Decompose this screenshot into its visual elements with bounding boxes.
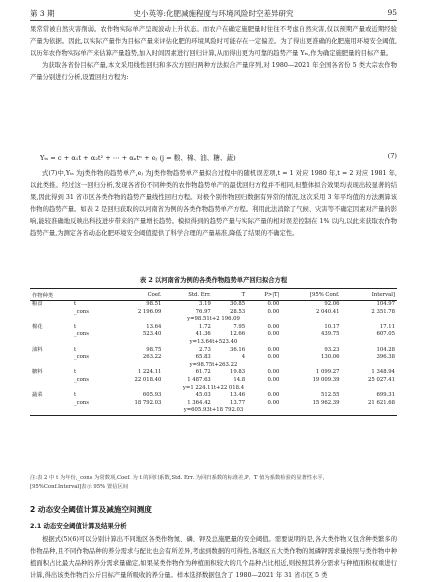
- table-row: [30, 392, 397, 400]
- equation-row: [30, 316, 397, 324]
- crop-label: 蔬菜: [32, 392, 43, 399]
- stderr-cell: 45.03: [195, 392, 211, 399]
- fitted-equation: y=98.51t+2 196.09: [187, 316, 240, 323]
- t-cell: 28.53: [229, 308, 246, 315]
- ci-high-cell: 104.97: [376, 301, 395, 307]
- column-header: 作物种类: [30, 289, 72, 301]
- column-header: Coef.: [108, 289, 163, 301]
- p-cell: 0.00: [267, 301, 280, 307]
- crop-label: 粮食: [32, 301, 43, 307]
- stderr-cell: 61.72: [195, 369, 211, 376]
- fitted-equation: y=1 224.11t+22 018.4: [182, 384, 245, 391]
- p-cell: 0.00: [267, 346, 280, 353]
- ci-high-cell: 607.05: [376, 331, 395, 338]
- equation-expression: Yₜₛ = c + α₁t + α₂t² + ⋯ + αₙtⁿ + eⱼ (j = 粮、棉、油、糖、蔬): [40, 154, 236, 162]
- column-header: [95% Conf.: [281, 289, 341, 301]
- note-line: [95%Conf.Interval]表示 95% 置信区间: [30, 483, 129, 490]
- coef-cell: 1 224.11: [137, 369, 162, 376]
- table-row: [30, 354, 397, 362]
- paragraph: 根据式(5)(6)可以分别计算出不同地区各类作物氮、磷、钾及总施肥量的安全阈值。需要说明的是,各大类作物又包含种类繁多的作物品种,且不同作物品种的养分需求与配比也会有所差异,考虑到数据的可得性,各地区五大类作物的氮磷钾需求量按照与类作物中种植面积占比最大品种的养分需求量确定,如果某类作物作为种植面积较大的几个品种占比相近,则按照其养分需求与种植面积权重进行计算,得出该类作物百公斤目标产量所吸收的养分量。样本选择数据包含了 1980—2021 年 31 省市区 5 类: [30, 536, 397, 579]
- stderr-cell: 1 364.42: [187, 399, 211, 406]
- variable-cell: _cons: [74, 331, 89, 338]
- column-header: [72, 289, 108, 301]
- column-header: T: [213, 289, 247, 301]
- p-cell: 0.00: [267, 376, 280, 383]
- subsection-heading: 2.1 动态安全阈值计算及结果分析: [30, 522, 127, 530]
- t-cell: 13.46: [229, 392, 246, 399]
- coef-cell: 98.51: [146, 301, 162, 307]
- variable-cell: t: [74, 346, 77, 353]
- equation-row: [30, 385, 397, 393]
- ci-high-cell: 17.11: [379, 323, 395, 330]
- variable-cell: _cons: [74, 354, 89, 361]
- equation-row: [30, 339, 397, 347]
- t-cell: 19.83: [229, 369, 246, 376]
- stderr-cell: 76.97: [195, 308, 211, 315]
- ci-low-cell: 19 009.39: [312, 376, 340, 383]
- coef-cell: 523.40: [142, 331, 162, 338]
- t-cell: 7.95: [233, 323, 246, 330]
- p-cell: 0.00: [267, 392, 280, 399]
- issue-label: 第 3 期: [30, 9, 55, 18]
- ci-low-cell: 92.06: [324, 301, 340, 307]
- table-row: [30, 301, 397, 309]
- t-cell: 12.66: [229, 331, 246, 338]
- intro-text: [30, 24, 397, 84]
- column-header: P>|T|: [247, 289, 281, 301]
- section-text: [30, 534, 397, 582]
- p-cell: 0.00: [267, 323, 280, 330]
- ci-low-cell: 10.17: [324, 323, 340, 330]
- stderr-cell: 3.19: [199, 301, 211, 307]
- stderr-cell: 1.72: [199, 323, 211, 330]
- coef-cell: 605.93: [142, 392, 162, 399]
- crop-label: 油料: [32, 346, 43, 353]
- variable-cell: _cons: [74, 376, 89, 383]
- fitted-equation: y=605.93t+18 792.03: [30, 407, 397, 415]
- t-cell: 4: [241, 354, 246, 361]
- stderr-cell: 2.73: [199, 346, 211, 353]
- ci-low-cell: 439.75: [320, 331, 340, 338]
- equation-row: [30, 407, 397, 415]
- ci-low-cell: 1 099.27: [315, 369, 340, 376]
- table-row: [30, 331, 397, 339]
- table-row: [30, 377, 397, 385]
- fitted-equation: y=13.64t+523.40: [189, 338, 238, 345]
- header-divider: [30, 20, 397, 21]
- explanation-text: [30, 168, 397, 239]
- table-header-row: [30, 289, 397, 301]
- crop-label: 糖料: [32, 369, 43, 376]
- p-cell: 0.00: [267, 308, 280, 315]
- running-title: 史小英等:化肥减施程度与环境风险时空差异研究: [133, 9, 294, 18]
- t-cell: 13.77: [229, 399, 246, 406]
- variable-cell: _cons: [74, 308, 89, 315]
- stderr-cell: 65.83: [195, 354, 211, 361]
- table-row: [30, 400, 397, 408]
- p-cell: 0.00: [267, 331, 280, 338]
- ci-low-cell: 93.23: [324, 346, 340, 353]
- coef-cell: 263.22: [142, 354, 162, 361]
- stderr-cell: 41.36: [195, 331, 211, 338]
- coef-cell: 22 018.40: [134, 376, 162, 383]
- page-number: 95: [387, 8, 397, 17]
- table-row: [30, 347, 397, 355]
- variable-cell: t: [74, 392, 77, 399]
- table-row: [30, 324, 397, 332]
- variable-cell: t: [74, 369, 77, 376]
- t-cell: 36.16: [229, 346, 246, 353]
- ci-high-cell: 104.28: [376, 346, 395, 353]
- table-caption: 表 2 以河南省为例的各类作物趋势单产回归拟合方程: [139, 277, 288, 284]
- regression-table: [30, 288, 397, 416]
- column-header: Interval]: [342, 289, 397, 301]
- coef-cell: 18 792.03: [134, 399, 162, 406]
- paragraph: 为获取各省份目标产量,本文采用线性回归和多次方回归两种方法拟合产量序列,对 1980—2021 年全国各省份 5 类大宗农作物产量分别进行分析,设置回归方程为:: [30, 61, 397, 81]
- paragraph: 式(7)中,Yₜₛ 为j类作物的趋势单产,eⱼ 为j类作物趋势单产量拟合过程中的随机误差项,t = 1 对应 1980 年,t = 2 对应 1981 年,以此类推。经过这一回归分析,发现各省份不同种类的农作物趋势单产的最优回归方程并不相同,但整体拟合效果均表现出较显著的结果,因此得到 31 省市区各类作物的趋势产量线性回归方程。对极个别作物回归数据有异常的情况,这次采用 3 年平均值的方法测算该作物的趋势产量。如表 2 是回归获取的以河南省为例的各类作物趋势单产方程。利用此法消除了气候、灾害等不确定因素对产量的影响,能较准确地反映出科技进步带来的产量增长趋势。模拟得到的趋势产量与实际产量的相对误差控制在 1% 以内,以此来获取农作物趋势产量,为测定各省动态化肥环境安全阈值提供了科学合理的产量基准,降低了结果的不确定性。: [30, 170, 397, 237]
- variable-cell: t: [74, 323, 77, 330]
- paragraph: 果常常被自然灾害削弱。农作物实际单产呈现波动上升状态。而农户在确定施肥量时往往不考虑自然灾害,仅以预期产量或近期经验产量为依据。因此,以实际产量作为目标产量来评估化肥的环境风险时可能存在一定偏差。为了得出更准确的化肥施用环境安全阈值,以历年农作物实际单产来估算产量趋势,加入时间因素进行回归计算,从而得出更为可靠的趋势产量 Yₜₛ,作为确定施肥量的目标产量。: [30, 26, 397, 57]
- fitted-equation: y=98.75t+263.22: [189, 361, 238, 368]
- ci-high-cell: 396.38: [376, 354, 395, 361]
- crop-label: 棉花: [32, 323, 43, 330]
- t-cell: 30.85: [229, 301, 246, 307]
- ci-high-cell: 2 351.78: [371, 308, 395, 315]
- section-heading: 2 动态安全阈值计算及减施空间测度: [30, 505, 152, 514]
- equation-row: [30, 362, 397, 370]
- column-header: Std. Err.: [163, 289, 212, 301]
- equation-number: (7): [387, 152, 397, 160]
- stderr-cell: 1 487.63: [187, 376, 211, 383]
- variable-cell: t: [74, 301, 77, 307]
- ci-high-cell: 699.31: [376, 392, 395, 399]
- table-row: [30, 309, 397, 317]
- ci-low-cell: 512.55: [320, 392, 340, 399]
- ci-low-cell: 15 962.39: [312, 399, 340, 406]
- p-cell: 0.00: [267, 354, 280, 361]
- coef-cell: 2 196.09: [137, 308, 162, 315]
- ci-high-cell: 21 621.68: [368, 399, 395, 406]
- ci-high-cell: 25 027.41: [368, 376, 395, 383]
- p-cell: 0.00: [267, 369, 280, 376]
- ci-low-cell: 130.06: [320, 354, 340, 361]
- coef-cell: 13.64: [146, 323, 162, 330]
- variable-cell: _cons: [74, 399, 89, 406]
- t-cell: 14.8: [233, 376, 246, 383]
- coef-cell: 98.75: [146, 346, 162, 353]
- ci-low-cell: 2 040.41: [315, 308, 340, 315]
- table-note: [30, 474, 397, 491]
- table-row: [30, 369, 397, 377]
- p-cell: 0.00: [267, 399, 280, 406]
- note-line: 注:表 2 中 t 为年份,_cons 为常数项,Coef. 为 t 的回归系数,Std. Err. 为回归系数的标准差,P、T 值为系数检验的显著性水平,: [30, 475, 325, 481]
- ci-high-cell: 1 348.94: [371, 369, 395, 376]
